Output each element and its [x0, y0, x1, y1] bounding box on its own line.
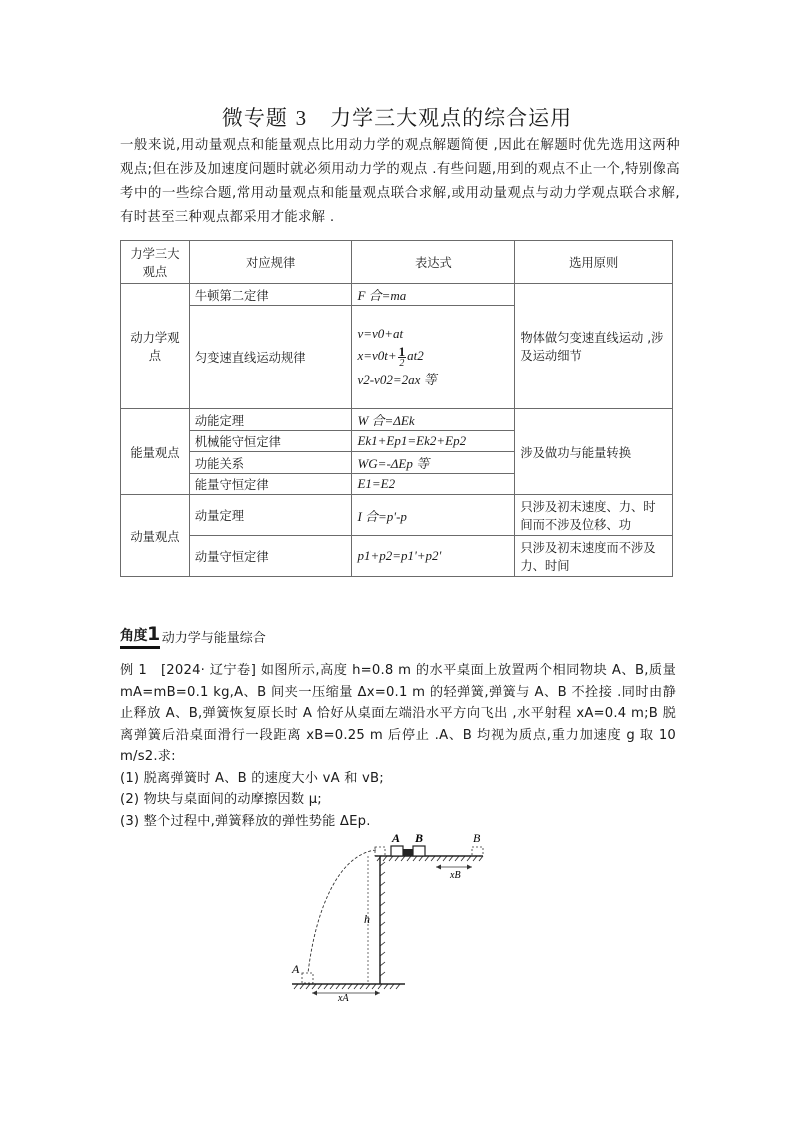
dynamics-law-1: 牛顿第二定律	[189, 284, 352, 306]
spring	[403, 849, 413, 856]
dynamics-principle: 物体做匀变速直线运动 ,涉及运动细节	[515, 284, 673, 409]
table-row	[121, 495, 673, 536]
momentum-law-1: 动量定理	[189, 495, 352, 536]
dynamics-view: 动力学观点	[121, 284, 190, 409]
expr-displacement	[357, 345, 509, 369]
energy-expr-1: W 合=ΔEk	[352, 409, 515, 431]
problem-source: [2024· 辽宁卷]	[160, 663, 257, 678]
section-title: 动力学与能量综合	[161, 631, 266, 646]
title-number: 3	[295, 106, 308, 130]
fraction-half	[398, 343, 407, 369]
momentum-view: 动量观点	[121, 495, 190, 577]
label-xb: xB	[450, 870, 461, 881]
momentum-principle-1: 只涉及初末速度、力、时间而不涉及位移、功	[515, 495, 673, 536]
dynamics-law-2: 匀变速直线运动规律	[189, 306, 352, 409]
energy-law-2: 机械能守恒定律	[189, 431, 352, 452]
block-a-initial	[391, 846, 403, 856]
energy-expr-2: Ek1+Ep1=Ek2+Ep2	[352, 431, 515, 452]
block-b-initial	[413, 846, 425, 856]
energy-law-4: 能量守恒定律	[189, 474, 352, 495]
section-tag-number: 1	[147, 623, 160, 645]
fraction-denominator: 2	[399, 357, 405, 369]
intro-paragraph: 一般来说,用动量观点和能量观点比用动力学的观点解题简便 ,因此在解题时优先选用这两种观点;但在涉及加速度问题时就必须用动力学的观点 .有些问题,用到的观点不止一个,特别像高考中的一些综合题,常用动量观点和能量观点联合求解,或用动量观点与动力学观点联合求解,有时甚至三种观点都采用才能求解 .	[120, 138, 680, 225]
label-xa: xA	[338, 993, 349, 1001]
momentum-expr-2: p1+p2=p1'+p2'	[352, 536, 515, 577]
expr-velocity: v=v0+at	[357, 326, 404, 342]
block-a-edge-position	[375, 847, 385, 856]
example-problem	[120, 660, 676, 832]
label-a-bottom: A	[292, 962, 300, 976]
section-tag	[120, 623, 160, 649]
title-text: 力学三大观点的综合运用	[330, 106, 573, 130]
title-prefix: 微专题	[221, 106, 288, 130]
expr-displacement-suffix: at2	[407, 348, 424, 364]
energy-principle: 涉及做功与能量转换	[515, 409, 673, 495]
question-1: (1) 脱离弹簧时 A、B 的速度大小 vA 和 vB;	[120, 770, 384, 786]
label-b-top: B	[415, 831, 424, 845]
header-views: 力学三大观点	[121, 241, 190, 284]
table-row	[121, 536, 673, 577]
block-a-landing	[302, 973, 313, 983]
table-row	[121, 409, 673, 431]
dynamics-expr-2	[352, 306, 515, 409]
energy-law-3: 功能关系	[189, 452, 352, 474]
table-header-row	[121, 241, 673, 284]
header-principle: 选用原则	[515, 241, 673, 284]
dynamics-expr-1: F 合=ma	[352, 284, 515, 306]
momentum-law-2: 动量守恒定律	[189, 536, 352, 577]
block-b-final	[472, 847, 483, 856]
page-title	[0, 102, 794, 132]
energy-law-1: 动能定理	[189, 409, 352, 431]
question-3: (3) 整个过程中,弹簧释放的弹性势能 ΔEp.	[120, 813, 371, 829]
problem-stem-text: 如图所示,高度 h=0.8 m 的水平桌面上放置两个相同物块 A、B,质量 mA=mB=0.1 kg,A、B 间夹一压缩量 Δx=0.1 m 的轻弹簧,弹簧与 A、B 不拴接 .同时由静止释放 A、B,弹簧恢复原长时 A 恰好从桌面左端沿水平方向飞出 ,水平射程 xA=0.4 m;B 脱离弹簧后沿桌面滑行一段距离 xB=0.25 m 后停止 .A、B 均视为质点,重力加速度 g 取 10 m/s2.求:	[120, 663, 676, 764]
section-tag-text: 角度	[120, 628, 147, 644]
problem-stem	[120, 660, 676, 768]
problem-label: 例 1	[120, 663, 147, 678]
three-views-table	[120, 240, 673, 577]
energy-expr-4: E1=E2	[352, 474, 515, 495]
energy-view: 能量观点	[121, 409, 190, 495]
fraction-numerator: 1	[398, 343, 406, 359]
energy-expr-3: WG=-ΔEp 等	[352, 452, 515, 474]
momentum-expr-1: I 合=p'-p	[352, 495, 515, 536]
expr-velocity-squared: v2-v02=2ax 等	[357, 371, 437, 387]
header-laws: 对应规律	[189, 241, 352, 284]
expr-displacement-prefix: x=v0t+	[357, 348, 397, 364]
table-row	[121, 284, 673, 306]
momentum-principle-2: 只涉及初末速度而不涉及力、时间	[515, 536, 673, 577]
label-b-right: B	[473, 831, 481, 845]
question-2: (2) 物块与桌面间的动摩擦因数 μ;	[120, 792, 322, 807]
header-expression: 表达式	[352, 241, 515, 284]
label-h: h	[364, 912, 370, 926]
section-heading	[120, 623, 266, 649]
problem-figure	[280, 826, 510, 1001]
label-a-top: A	[392, 831, 401, 845]
